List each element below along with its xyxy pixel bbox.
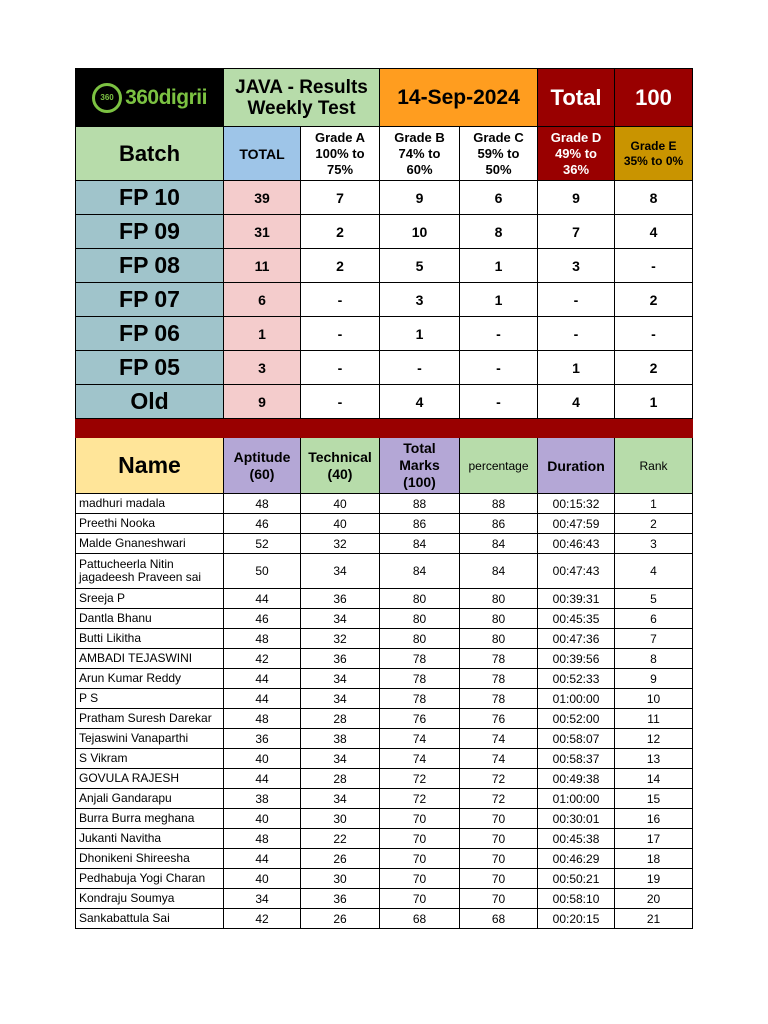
student-name: Preethi Nooka bbox=[76, 514, 224, 534]
duration: 00:52:33 bbox=[538, 669, 615, 689]
result-row bbox=[76, 494, 693, 514]
rank: 4 bbox=[615, 554, 693, 589]
aptitude-score: 52 bbox=[224, 534, 301, 554]
rank: 1 bbox=[615, 494, 693, 514]
grade-a-count: - bbox=[301, 385, 380, 419]
grade-b-count: 3 bbox=[380, 283, 460, 317]
grade-b-count: 5 bbox=[380, 249, 460, 283]
result-row bbox=[76, 554, 693, 589]
total-marks: 88 bbox=[380, 494, 460, 514]
student-name: Sreeja P bbox=[76, 589, 224, 609]
grade-e-count: - bbox=[615, 317, 693, 351]
total-marks: 78 bbox=[380, 669, 460, 689]
duration: 00:15:32 bbox=[538, 494, 615, 514]
result-row bbox=[76, 809, 693, 829]
percentage-header: percentage bbox=[460, 438, 538, 494]
total-marks: 84 bbox=[380, 554, 460, 589]
result-row bbox=[76, 649, 693, 669]
student-name: madhuri madala bbox=[76, 494, 224, 514]
batch-name: FP 05 bbox=[76, 351, 224, 385]
student-name: Burra Burra meghana bbox=[76, 809, 224, 829]
duration-header: Duration bbox=[538, 438, 615, 494]
duration: 00:46:43 bbox=[538, 534, 615, 554]
results-header-row bbox=[76, 438, 693, 494]
student-name: GOVULA RAJESH bbox=[76, 769, 224, 789]
summary-row bbox=[76, 317, 693, 351]
grade-d-count: 7 bbox=[538, 215, 615, 249]
technical-score: 34 bbox=[301, 689, 380, 709]
rank: 5 bbox=[615, 589, 693, 609]
grade-b-count: 4 bbox=[380, 385, 460, 419]
separator-bar bbox=[76, 419, 693, 438]
total-marks: 84 bbox=[380, 534, 460, 554]
result-row bbox=[76, 609, 693, 629]
batch-name: FP 06 bbox=[76, 317, 224, 351]
aptitude-score: 36 bbox=[224, 729, 301, 749]
batch-total: 11 bbox=[224, 249, 301, 283]
grade-d-count: - bbox=[538, 317, 615, 351]
duration: 00:49:38 bbox=[538, 769, 615, 789]
rank: 10 bbox=[615, 689, 693, 709]
total-marks: 72 bbox=[380, 769, 460, 789]
grade-c-count: - bbox=[460, 385, 538, 419]
percentage: 70 bbox=[460, 889, 538, 909]
total-marks: 74 bbox=[380, 729, 460, 749]
technical-score: 30 bbox=[301, 809, 380, 829]
aptitude-score: 48 bbox=[224, 494, 301, 514]
percentage: 70 bbox=[460, 809, 538, 829]
grade-a-header: Grade A 100% to 75% bbox=[301, 127, 380, 181]
technical-score: 32 bbox=[301, 629, 380, 649]
total-label: Total bbox=[538, 69, 615, 127]
result-row bbox=[76, 729, 693, 749]
technical-score: 40 bbox=[301, 494, 380, 514]
student-name: Tejaswini Vanaparthi bbox=[76, 729, 224, 749]
results-body bbox=[76, 494, 693, 929]
percentage: 80 bbox=[460, 629, 538, 649]
result-row bbox=[76, 689, 693, 709]
batch-name: FP 09 bbox=[76, 215, 224, 249]
student-name: Kondraju Soumya bbox=[76, 889, 224, 909]
title-row bbox=[76, 69, 693, 127]
aptitude-score: 40 bbox=[224, 749, 301, 769]
duration: 00:30:01 bbox=[538, 809, 615, 829]
total-marks: 70 bbox=[380, 889, 460, 909]
aptitude-score: 44 bbox=[224, 849, 301, 869]
grade-d-count: 4 bbox=[538, 385, 615, 419]
student-name: P S bbox=[76, 689, 224, 709]
rank: 14 bbox=[615, 769, 693, 789]
total-marks: 78 bbox=[380, 649, 460, 669]
percentage: 70 bbox=[460, 869, 538, 889]
duration: 00:39:31 bbox=[538, 589, 615, 609]
result-row bbox=[76, 669, 693, 689]
student-name: Anjali Gandarapu bbox=[76, 789, 224, 809]
student-name: Arun Kumar Reddy bbox=[76, 669, 224, 689]
batch-header: Batch bbox=[76, 127, 224, 181]
total-marks: 74 bbox=[380, 749, 460, 769]
summary-row bbox=[76, 385, 693, 419]
aptitude-score: 38 bbox=[224, 789, 301, 809]
grade-b-count: 10 bbox=[380, 215, 460, 249]
name-header: Name bbox=[76, 438, 224, 494]
grade-c-header: Grade C 59% to 50% bbox=[460, 127, 538, 181]
duration: 00:39:56 bbox=[538, 649, 615, 669]
results-table bbox=[75, 68, 693, 929]
result-row bbox=[76, 889, 693, 909]
result-row bbox=[76, 589, 693, 609]
report-title: JAVA - Results Weekly Test bbox=[224, 69, 380, 127]
aptitude-score: 48 bbox=[224, 709, 301, 729]
aptitude-score: 42 bbox=[224, 909, 301, 929]
duration: 00:58:07 bbox=[538, 729, 615, 749]
percentage: 74 bbox=[460, 729, 538, 749]
rank: 3 bbox=[615, 534, 693, 554]
batch-total: 39 bbox=[224, 181, 301, 215]
student-name: Pattucheerla Nitin jagadeesh Praveen sai bbox=[76, 554, 224, 589]
percentage: 70 bbox=[460, 849, 538, 869]
grade-c-count: - bbox=[460, 351, 538, 385]
total-marks: 70 bbox=[380, 809, 460, 829]
grade-a-count: - bbox=[301, 317, 380, 351]
summary-row bbox=[76, 181, 693, 215]
aptitude-score: 50 bbox=[224, 554, 301, 589]
result-row bbox=[76, 829, 693, 849]
aptitude-header: Aptitude (60) bbox=[224, 438, 301, 494]
rank: 16 bbox=[615, 809, 693, 829]
duration: 00:20:15 bbox=[538, 909, 615, 929]
grade-a-count: 2 bbox=[301, 249, 380, 283]
duration: 00:45:35 bbox=[538, 609, 615, 629]
result-row bbox=[76, 629, 693, 649]
duration: 00:47:36 bbox=[538, 629, 615, 649]
rank: 2 bbox=[615, 514, 693, 534]
result-row bbox=[76, 534, 693, 554]
batch-name: FP 10 bbox=[76, 181, 224, 215]
duration: 00:47:59 bbox=[538, 514, 615, 534]
aptitude-score: 46 bbox=[224, 514, 301, 534]
technical-score: 30 bbox=[301, 869, 380, 889]
total-marks: 78 bbox=[380, 689, 460, 709]
grade-d-count: 1 bbox=[538, 351, 615, 385]
percentage: 72 bbox=[460, 789, 538, 809]
batch-name: Old bbox=[76, 385, 224, 419]
duration: 00:46:29 bbox=[538, 849, 615, 869]
test-date: 14-Sep-2024 bbox=[380, 69, 538, 127]
result-row bbox=[76, 749, 693, 769]
total-marks: 80 bbox=[380, 629, 460, 649]
summary-row bbox=[76, 249, 693, 283]
grade-c-count: 8 bbox=[460, 215, 538, 249]
result-row bbox=[76, 849, 693, 869]
duration: 01:00:00 bbox=[538, 789, 615, 809]
result-row bbox=[76, 709, 693, 729]
technical-score: 36 bbox=[301, 889, 380, 909]
result-row bbox=[76, 514, 693, 534]
rank: 11 bbox=[615, 709, 693, 729]
duration: 00:45:38 bbox=[538, 829, 615, 849]
total-marks: 70 bbox=[380, 829, 460, 849]
batch-total: 9 bbox=[224, 385, 301, 419]
technical-score: 34 bbox=[301, 554, 380, 589]
aptitude-score: 44 bbox=[224, 689, 301, 709]
duration: 00:58:37 bbox=[538, 749, 615, 769]
duration: 01:00:00 bbox=[538, 689, 615, 709]
percentage: 74 bbox=[460, 749, 538, 769]
grade-a-count: 2 bbox=[301, 215, 380, 249]
batch-name: FP 07 bbox=[76, 283, 224, 317]
student-name: Dhonikeni Shireesha bbox=[76, 849, 224, 869]
total-marks: 70 bbox=[380, 869, 460, 889]
grade-e-count: 2 bbox=[615, 351, 693, 385]
student-name: Pratham Suresh Darekar bbox=[76, 709, 224, 729]
grade-c-count: - bbox=[460, 317, 538, 351]
student-name: Dantla Bhanu bbox=[76, 609, 224, 629]
aptitude-score: 48 bbox=[224, 829, 301, 849]
total-marks: 68 bbox=[380, 909, 460, 929]
percentage: 78 bbox=[460, 689, 538, 709]
student-name: Pedhabuja Yogi Charan bbox=[76, 869, 224, 889]
percentage: 68 bbox=[460, 909, 538, 929]
technical-score: 34 bbox=[301, 749, 380, 769]
grade-b-count: 1 bbox=[380, 317, 460, 351]
rank: 13 bbox=[615, 749, 693, 769]
student-name: S Vikram bbox=[76, 749, 224, 769]
grade-d-count: 3 bbox=[538, 249, 615, 283]
percentage: 78 bbox=[460, 649, 538, 669]
duration: 00:50:21 bbox=[538, 869, 615, 889]
results-sheet bbox=[75, 68, 692, 929]
result-row bbox=[76, 869, 693, 889]
rank: 12 bbox=[615, 729, 693, 749]
grade-e-header: Grade E 35% to 0% bbox=[615, 127, 693, 181]
grade-d-header: Grade D 49% to 36% bbox=[538, 127, 615, 181]
grade-b-count: - bbox=[380, 351, 460, 385]
grade-e-count: 4 bbox=[615, 215, 693, 249]
percentage: 84 bbox=[460, 534, 538, 554]
grade-c-count: 1 bbox=[460, 283, 538, 317]
result-row bbox=[76, 789, 693, 809]
grade-d-count: - bbox=[538, 283, 615, 317]
grade-e-count: 8 bbox=[615, 181, 693, 215]
total-marks: 86 bbox=[380, 514, 460, 534]
aptitude-score: 40 bbox=[224, 869, 301, 889]
batch-total: 6 bbox=[224, 283, 301, 317]
aptitude-score: 44 bbox=[224, 769, 301, 789]
rank: 9 bbox=[615, 669, 693, 689]
total-marks: 72 bbox=[380, 789, 460, 809]
grade-d-count: 9 bbox=[538, 181, 615, 215]
aptitude-score: 46 bbox=[224, 609, 301, 629]
total-value: 100 bbox=[615, 69, 693, 127]
summary-body bbox=[76, 181, 693, 419]
percentage: 76 bbox=[460, 709, 538, 729]
grade-a-count: - bbox=[301, 283, 380, 317]
grade-e-count: 2 bbox=[615, 283, 693, 317]
separator-row bbox=[76, 419, 693, 438]
aptitude-score: 34 bbox=[224, 889, 301, 909]
student-name: Butti Likitha bbox=[76, 629, 224, 649]
rank: 6 bbox=[615, 609, 693, 629]
grade-b-count: 9 bbox=[380, 181, 460, 215]
total-marks: 80 bbox=[380, 609, 460, 629]
rank: 17 bbox=[615, 829, 693, 849]
rank: 20 bbox=[615, 889, 693, 909]
technical-score: 36 bbox=[301, 589, 380, 609]
percentage: 88 bbox=[460, 494, 538, 514]
technical-score: 28 bbox=[301, 769, 380, 789]
technical-header: Technical (40) bbox=[301, 438, 380, 494]
total-header: TOTAL bbox=[224, 127, 301, 181]
rank: 7 bbox=[615, 629, 693, 649]
grade-a-count: 7 bbox=[301, 181, 380, 215]
aptitude-score: 42 bbox=[224, 649, 301, 669]
grade-e-count: - bbox=[615, 249, 693, 283]
logo-text: 360digrii bbox=[125, 85, 207, 109]
summary-row bbox=[76, 215, 693, 249]
technical-score: 34 bbox=[301, 669, 380, 689]
technical-score: 36 bbox=[301, 649, 380, 669]
total-marks: 76 bbox=[380, 709, 460, 729]
technical-score: 26 bbox=[301, 909, 380, 929]
summary-row bbox=[76, 351, 693, 385]
percentage: 72 bbox=[460, 769, 538, 789]
result-row bbox=[76, 769, 693, 789]
grade-c-count: 6 bbox=[460, 181, 538, 215]
technical-score: 40 bbox=[301, 514, 380, 534]
technical-score: 26 bbox=[301, 849, 380, 869]
grade-a-count: - bbox=[301, 351, 380, 385]
aptitude-score: 40 bbox=[224, 809, 301, 829]
duration: 00:58:10 bbox=[538, 889, 615, 909]
summary-row bbox=[76, 283, 693, 317]
rank: 21 bbox=[615, 909, 693, 929]
result-row bbox=[76, 909, 693, 929]
duration: 00:52:00 bbox=[538, 709, 615, 729]
student-name: AMBADI TEJASWINI bbox=[76, 649, 224, 669]
total-marks: 70 bbox=[380, 849, 460, 869]
technical-score: 28 bbox=[301, 709, 380, 729]
batch-total: 1 bbox=[224, 317, 301, 351]
rank: 8 bbox=[615, 649, 693, 669]
duration: 00:47:43 bbox=[538, 554, 615, 589]
rank-header: Rank bbox=[615, 438, 693, 494]
student-name: Sankabattula Sai bbox=[76, 909, 224, 929]
grade-b-header: Grade B 74% to 60% bbox=[380, 127, 460, 181]
percentage: 78 bbox=[460, 669, 538, 689]
logo-icon: 360 bbox=[92, 83, 122, 113]
percentage: 70 bbox=[460, 829, 538, 849]
batch-name: FP 08 bbox=[76, 249, 224, 283]
aptitude-score: 44 bbox=[224, 669, 301, 689]
percentage: 80 bbox=[460, 609, 538, 629]
logo-cell bbox=[76, 69, 224, 127]
summary-header-row bbox=[76, 127, 693, 181]
grade-e-count: 1 bbox=[615, 385, 693, 419]
total-marks: 80 bbox=[380, 589, 460, 609]
technical-score: 32 bbox=[301, 534, 380, 554]
aptitude-score: 44 bbox=[224, 589, 301, 609]
rank: 18 bbox=[615, 849, 693, 869]
technical-score: 22 bbox=[301, 829, 380, 849]
student-name: Jukanti Navitha bbox=[76, 829, 224, 849]
percentage: 84 bbox=[460, 554, 538, 589]
grade-c-count: 1 bbox=[460, 249, 538, 283]
batch-total: 31 bbox=[224, 215, 301, 249]
percentage: 80 bbox=[460, 589, 538, 609]
total-marks-header: Total Marks (100) bbox=[380, 438, 460, 494]
aptitude-score: 48 bbox=[224, 629, 301, 649]
technical-score: 34 bbox=[301, 609, 380, 629]
rank: 19 bbox=[615, 869, 693, 889]
technical-score: 38 bbox=[301, 729, 380, 749]
percentage: 86 bbox=[460, 514, 538, 534]
technical-score: 34 bbox=[301, 789, 380, 809]
rank: 15 bbox=[615, 789, 693, 809]
student-name: Malde Gnaneshwari bbox=[76, 534, 224, 554]
batch-total: 3 bbox=[224, 351, 301, 385]
